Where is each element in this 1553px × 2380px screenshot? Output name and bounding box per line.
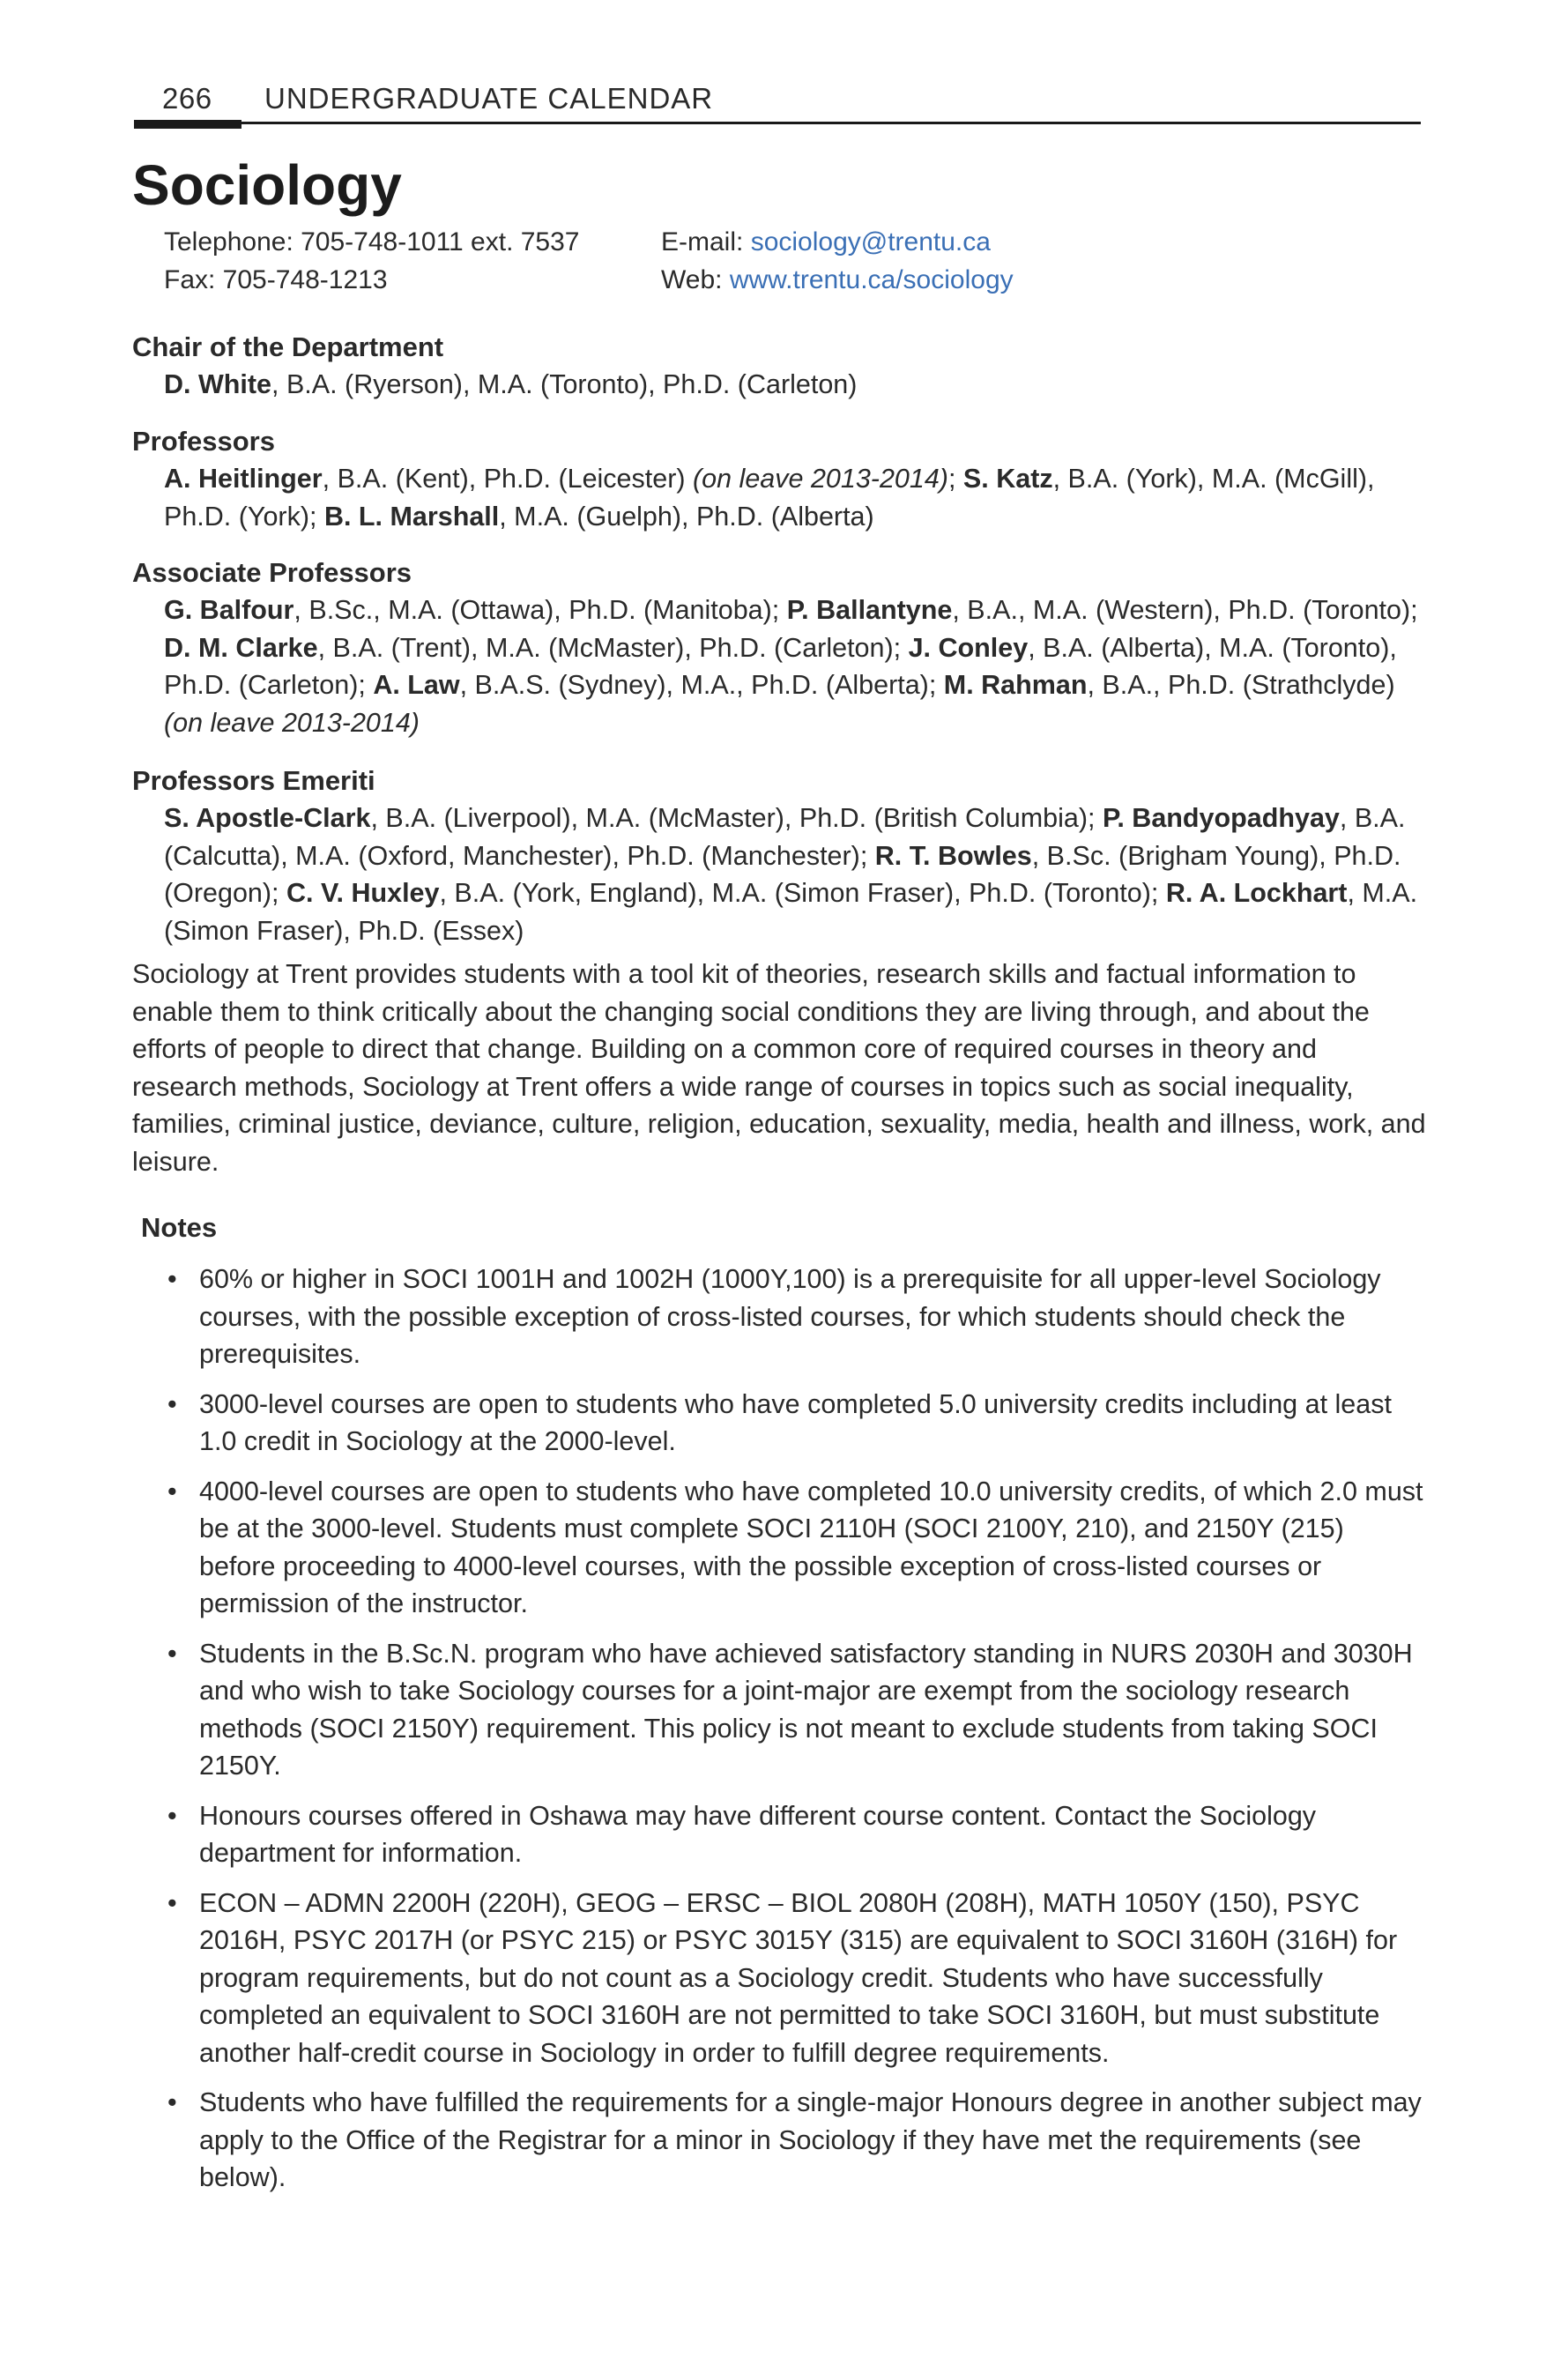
- faculty-name: C. V. Huxley: [286, 878, 440, 908]
- faculty-name: A. Heitlinger: [164, 464, 323, 494]
- note-item: • Honours courses offered in Oshawa may have different course content. Contact the Sociology department for information.: [164, 1797, 1424, 1872]
- running-title: UNDERGRADUATE CALENDAR: [264, 82, 714, 115]
- faculty-name: G. Balfour: [164, 595, 294, 625]
- notes-list: [164, 1261, 1424, 2209]
- associate-section: [132, 554, 1421, 741]
- bullet-icon: •: [167, 1476, 177, 1506]
- note-item: • 3000-level courses are open to students who have completed 5.0 university credits including at least 1.0 credit in Sociology at the 2000-level.: [164, 1386, 1424, 1461]
- page-number: 266: [162, 82, 212, 115]
- notes-heading: Notes: [141, 1212, 218, 1243]
- bullet-icon: •: [167, 1388, 177, 1419]
- bullet-icon: •: [167, 1800, 177, 1831]
- emeriti-section: [132, 762, 1421, 949]
- note-item: • 60% or higher in SOCI 1001H and 1002H (1000Y,100) is a prerequisite for all upper-level Sociology courses, with the possible exception of cross-listed courses, for which students should check the prerequisites.: [164, 1261, 1424, 1373]
- associate-list: G. Balfour, B.Sc., M.A. (Ottawa), Ph.D. (Manitoba); P. Ballantyne, B.A., M.A. (Western), Ph.D. (Toronto); D. M. Clarke, B.A. (Trent), M.A. (McMaster), Ph.D. (Carleton); J. Conley, B.A. (Alberta), M.A. (Toronto), Ph.D. (Carleton); A. Law, B.A.S. (Sydney), M.A., Ph.D. (Alberta); M. Rahman, B.A., Ph.D. (Strathclyde) (on leave 2013-2014): [164, 595, 1418, 738]
- web-line: [661, 262, 1014, 299]
- faculty-name: S. Apostle-Clark: [164, 803, 371, 833]
- email-link[interactable]: sociology@trentu.ca: [750, 227, 991, 257]
- header-rule-accent: [134, 120, 241, 129]
- page-header: [134, 81, 1421, 127]
- professors-section: [132, 423, 1421, 535]
- faculty-name: A. Law: [373, 670, 460, 700]
- bullet-icon: •: [167, 1264, 177, 1294]
- email-line: [661, 224, 991, 261]
- note-item: • Students in the B.Sc.N. program who have achieved satisfactory standing in NURS 2030H and 3030H and who wish to take Sociology courses for a joint-major are exempt from the sociology research methods (SOCI 2150Y) requirement. This policy is not meant to exclude students from taking SOCI 2150Y.: [164, 1635, 1424, 1785]
- faculty-name: J. Conley: [908, 632, 1029, 663]
- emeriti-heading: Professors Emeriti: [132, 765, 375, 796]
- faculty-name: R. T. Bowles: [874, 840, 1032, 871]
- faculty-name: B. L. Marshall: [323, 501, 500, 532]
- note-item: • 4000-level courses are open to students who have completed 10.0 university credits, of which 2.0 must be at the 3000-level. Students must complete SOCI 2110H (SOCI 2100Y, 210), and 2150Y (215) before proceeding to 4000-level courses, with the possible exception of cross-listed courses or permission of the instructor.: [164, 1473, 1424, 1623]
- professors-list: A. Heitlinger, B.A. (Kent), Ph.D. (Leicester) (on leave 2013-2014); S. Katz, B.A. (York), M.A. (McGill), Ph.D. (York); B. L. Marshall, M.A. (Guelph), Ph.D. (Alberta): [164, 464, 1375, 532]
- fax: Fax: 705-748-1213: [164, 265, 388, 294]
- web-label: Web:: [661, 265, 730, 294]
- note-item: • ECON – ADMN 2200H (220H), GEOG – ERSC – BIOL 2080H (208H), MATH 1050Y (150), PSYC 2016H, PSYC 2017H (or PSYC 215) or PSYC 3015Y (315) are equivalent to SOCI 3160H (316H) for program requirements, but do not count as a Sociology credit. Students who have successfully completed an equivalent to SOCI 3160H are not permitted to take SOCI 3160H, but must substitute another half-credit course in Sociology in order to fulfill degree requirements.: [164, 1885, 1424, 2072]
- bullet-icon: •: [167, 1638, 177, 1669]
- faculty-name: R. A. Lockhart: [1165, 878, 1348, 908]
- faculty-name: D. M. Clarke: [164, 632, 318, 663]
- email-label: E-mail:: [661, 227, 751, 257]
- faculty-name: M. Rahman: [943, 670, 1088, 700]
- chair-heading: Chair of the Department: [132, 331, 444, 362]
- header-rule: [134, 122, 1421, 124]
- chair-section: [132, 329, 1421, 404]
- emeriti-list: S. Apostle-Clark, B.A. (Liverpool), M.A. (McMaster), Ph.D. (British Columbia); P. Bandyopadhyay, B.A. (Calcutta), M.A. (Oxford, Manchester), Ph.D. (Manchester); R. T. Bowles, B.Sc. (Brigham Young), Ph.D. (Oregon); C. V. Huxley, B.A. (York, England), M.A. (Simon Fraser), Ph.D. (Toronto); R. A. Lockhart, M.A. (Simon Fraser), Ph.D. (Essex): [164, 803, 1418, 946]
- associate-heading: Associate Professors: [132, 557, 412, 588]
- telephone: Telephone: 705-748-1011 ext. 7537: [164, 227, 580, 257]
- bullet-icon: •: [167, 1887, 177, 1918]
- bullet-icon: •: [167, 2087, 177, 2117]
- professors-heading: Professors: [132, 426, 275, 457]
- web-link[interactable]: www.trentu.ca/sociology: [729, 265, 1014, 294]
- note-item: • Students who have fulfilled the requirements for a single-major Honours degree in another subject may apply to the Office of the Registrar for a minor in Sociology if they have met the requirements (see below).: [164, 2084, 1424, 2197]
- faculty-name: D. White: [164, 369, 271, 399]
- intro-paragraph: Sociology at Trent provides students with a tool kit of theories, research skills and factual information to enable them to think critically about the changing social conditions they are living through, and about the efforts of people to direct that change. Building on a common core of required courses in theory and research methods, Sociology at Trent offers a wide range of courses in topics such as social inequality, families, criminal justice, deviance, culture, religion, education, sexuality, media, health and illness, work, and leisure.: [132, 959, 1426, 1177]
- faculty-name: P. Ballantyne: [786, 595, 953, 625]
- chair-list: D. White, B.A. (Ryerson), M.A. (Toronto), Ph.D. (Carleton): [164, 369, 858, 399]
- page-title: Sociology: [132, 153, 402, 217]
- faculty-name: S. Katz: [962, 464, 1053, 494]
- leave-note: (on leave 2013-2014): [693, 464, 948, 494]
- leave-note: (on leave 2013-2014): [164, 707, 420, 738]
- faculty-name: P. Bandyopadhyay: [1102, 803, 1340, 833]
